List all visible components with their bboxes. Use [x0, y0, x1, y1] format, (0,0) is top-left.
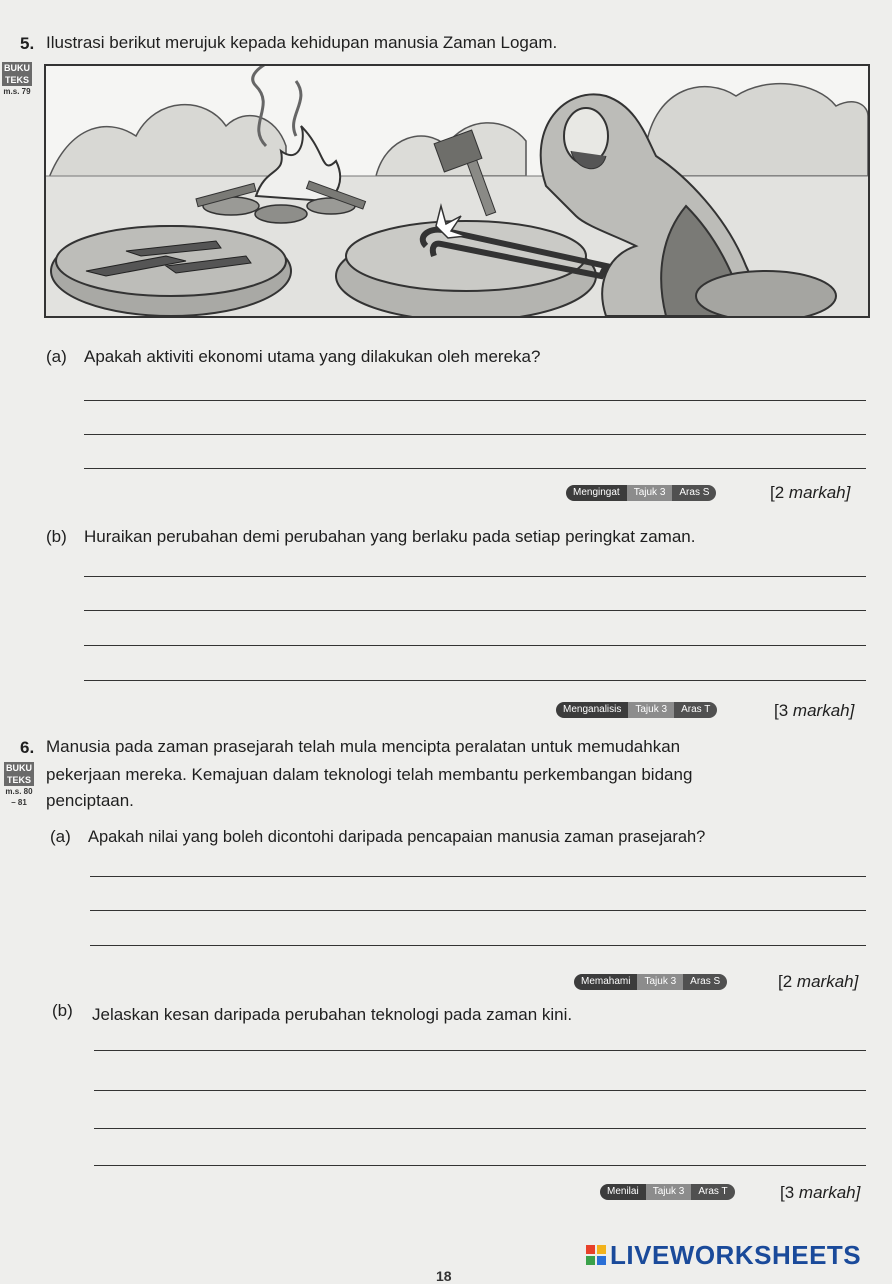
- question-6b-label: (b): [52, 1001, 73, 1020]
- question-5-number: 5.: [20, 34, 35, 53]
- question-5a-label: (a): [46, 347, 67, 366]
- question-6-number: 6.: [20, 738, 35, 757]
- answer-line[interactable]: [90, 876, 866, 877]
- skill-tag-6b: [600, 1184, 735, 1200]
- marks-5a: [770, 483, 850, 503]
- marks-number: [3: [774, 701, 789, 720]
- answer-line[interactable]: [94, 1128, 866, 1129]
- answer-line[interactable]: [84, 400, 866, 401]
- question-5-stem: Ilustrasi berikut merujuk kepada kehidupan manusia Zaman Logam.: [46, 33, 558, 52]
- skill-level-label: Menganalisis: [556, 702, 628, 718]
- marks-word: markah]: [788, 483, 851, 502]
- marks-word: markah]: [792, 701, 855, 720]
- difficulty-label: Aras S: [672, 485, 716, 501]
- marks-number: [2: [770, 483, 785, 502]
- difficulty-label: Aras T: [691, 1184, 734, 1200]
- marks-word: markah]: [798, 1183, 861, 1202]
- booktag-page-range: – 81: [11, 798, 27, 807]
- skill-tag-5a: [566, 485, 716, 501]
- booktag-page: m.s. 80: [5, 787, 33, 796]
- skill-tag-5b: [556, 702, 717, 718]
- topic-label: Tajuk 3: [627, 485, 673, 501]
- brand-name: LIVEWORKSHEETS: [610, 1239, 862, 1270]
- answer-line[interactable]: [84, 468, 866, 469]
- question-6a-label: (a): [50, 827, 71, 846]
- illustration-drawing: [46, 66, 868, 316]
- answer-line[interactable]: [94, 1050, 866, 1051]
- logo-squares-icon: [586, 1245, 606, 1265]
- question-5a-text: Apakah aktiviti ekonomi utama yang dilakukan oleh mereka?: [84, 347, 541, 366]
- question-6-stem-line1: Manusia pada zaman prasejarah telah mula mencipta peralatan untuk memudahkan: [46, 737, 681, 756]
- textbook-reference-tag: [2, 62, 32, 97]
- skill-level-label: Menilai: [600, 1184, 646, 1200]
- liveworksheets-logo: [586, 1240, 861, 1270]
- answer-line[interactable]: [84, 610, 866, 611]
- topic-label: Tajuk 3: [646, 1184, 692, 1200]
- answer-line[interactable]: [84, 680, 866, 681]
- answer-line[interactable]: [94, 1090, 866, 1091]
- question-6-stem-line2: pekerjaan mereka. Kemajuan dalam teknologi telah membantu perkembangan bidang: [46, 765, 693, 784]
- difficulty-label: Aras S: [683, 974, 727, 990]
- booktag-line2: TEKS: [2, 74, 32, 86]
- answer-line[interactable]: [84, 576, 866, 577]
- answer-line[interactable]: [84, 434, 866, 435]
- question-6-stem-line3: penciptaan.: [46, 791, 134, 810]
- marks-5b: [774, 701, 854, 721]
- skill-tag-6a: [574, 974, 727, 990]
- page-number-fragment: 18: [436, 1268, 452, 1284]
- marks-number: [3: [780, 1183, 795, 1202]
- booktag-page: m.s. 79: [3, 87, 31, 96]
- answer-line[interactable]: [90, 910, 866, 911]
- booktag-line2: TEKS: [4, 774, 34, 786]
- topic-label: Tajuk 3: [637, 974, 683, 990]
- metal-age-illustration: [44, 64, 870, 318]
- question-5b-label: (b): [46, 527, 67, 546]
- marks-6b: [780, 1183, 860, 1203]
- skill-level-label: Memahami: [574, 974, 637, 990]
- answer-line[interactable]: [84, 645, 866, 646]
- marks-word: markah]: [796, 972, 859, 991]
- textbook-reference-tag: [4, 762, 34, 808]
- topic-label: Tajuk 3: [628, 702, 674, 718]
- answer-line[interactable]: [90, 945, 866, 946]
- question-5b-text: Huraikan perubahan demi perubahan yang berlaku pada setiap peringkat zaman.: [84, 527, 696, 546]
- booktag-line1: BUKU: [6, 763, 32, 773]
- difficulty-label: Aras T: [674, 702, 717, 718]
- booktag-line1: BUKU: [4, 63, 30, 73]
- marks-6a: [778, 972, 858, 992]
- marks-number: [2: [778, 972, 793, 991]
- question-6b-text: Jelaskan kesan daripada perubahan teknologi pada zaman kini.: [92, 1005, 573, 1024]
- answer-line[interactable]: [94, 1165, 866, 1166]
- skill-level-label: Mengingat: [566, 485, 627, 501]
- question-6a-text: Apakah nilai yang boleh dicontohi daripada pencapaian manusia zaman prasejarah?: [88, 828, 706, 846]
